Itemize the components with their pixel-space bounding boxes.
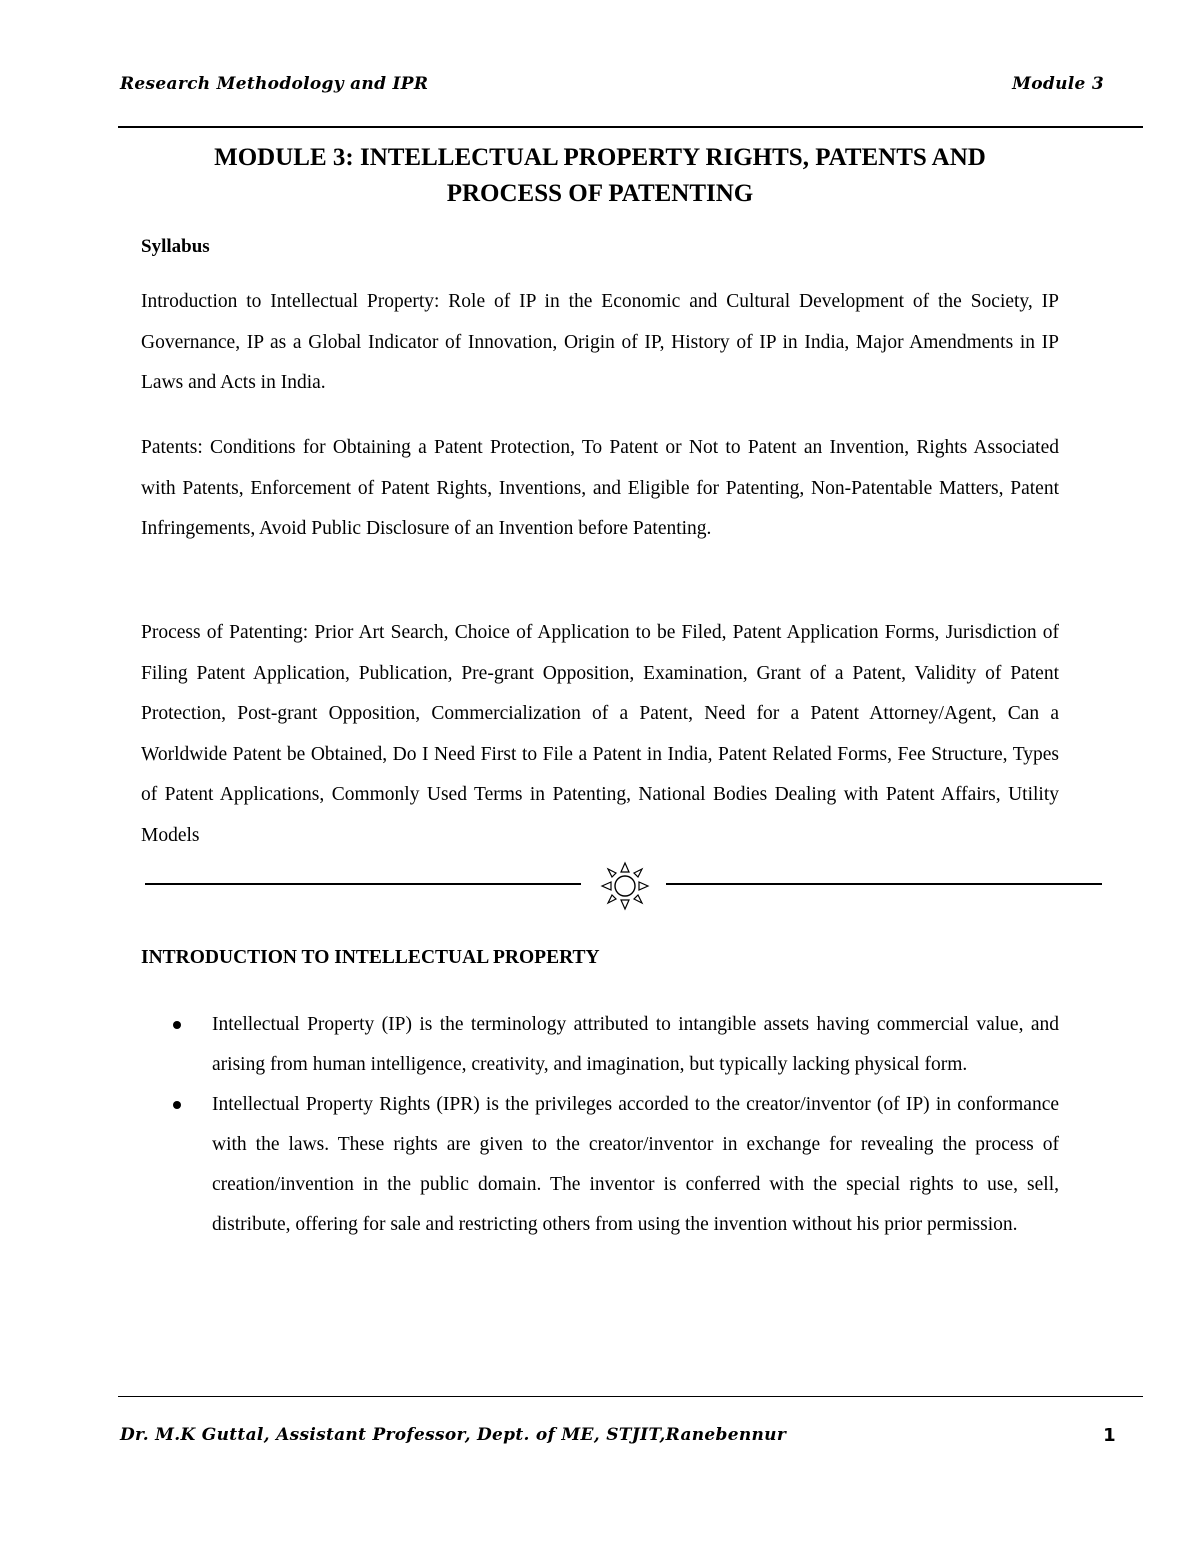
footer-author: Dr. M.K Guttal, Assistant Professor, Dept. of ME, STJIT,Ranebennur bbox=[120, 1425, 787, 1445]
sun-ornament-icon bbox=[599, 860, 651, 912]
list-item bbox=[212, 1085, 1059, 1245]
syllabus-paragraph-process: Process of Patenting: Prior Art Search, Choice of Application to be Filed, Patent Application Forms, Jurisdiction of Filing Patent Application, Publication, Pre-grant Opposition, Examination, Grant of a Patent, Validity of Patent Protection, Post-grant Opposition, Commercialization of a Patent, Need for a Patent Attorney/Agent, Can a Worldwide Patent be Obtained, Do I Need First to File a Patent in India, Patent Related Forms, Fee Structure, Types of Patent Applications, Commonly Used Terms in Patenting, National Bodies Dealing with Patent Affairs, Utility Models bbox=[141, 622, 1059, 846]
section-heading-introduction: INTRODUCTION TO INTELLECTUAL PROPERTY bbox=[141, 947, 600, 968]
list-item bbox=[212, 1005, 1059, 1085]
syllabus-heading: Syllabus bbox=[141, 236, 210, 257]
bullet-icon bbox=[173, 1101, 181, 1109]
bullet-text: Intellectual Property Rights (IPR) is the privileges accorded to the creator/inventor (of IP) in conformance with the laws. These rights are given to the creator/inventor in exchange for revealing the process of creation/invention in the public domain. The inventor is conferred with the special rights to use, sell, distribute, offering for sale and restricting others from using the invention without his prior permission. bbox=[212, 1094, 1059, 1235]
page-title bbox=[120, 140, 1080, 212]
page-title-line-2: PROCESS OF PATENTING bbox=[446, 180, 754, 207]
page-title-line-1: MODULE 3: INTELLECTUAL PROPERTY RIGHTS, PATENTS AND bbox=[214, 144, 986, 171]
ornament-divider-right bbox=[666, 883, 1102, 885]
syllabus-paragraph-patents: Patents: Conditions for Obtaining a Patent Protection, To Patent or Not to Patent an Invention, Rights Associated with Patents, Enforcement of Patent Rights, Inventions, and Eligible for Patenting, Non-Patentable Matters, Patent Infringements, Avoid Public Disclosure of an Invention before Patenting. bbox=[141, 437, 1059, 539]
bullet-icon bbox=[173, 1021, 181, 1029]
page-number: 1 bbox=[1103, 1425, 1116, 1446]
introduction-bullet-list bbox=[212, 1005, 1059, 1245]
bullet-text: Intellectual Property (IP) is the terminology attributed to intangible assets having commercial value, and arising from human intelligence, creativity, and imagination, but typically lacking physical form. bbox=[212, 1014, 1059, 1075]
ornament-divider-left bbox=[145, 883, 581, 885]
page-footer bbox=[120, 1425, 1116, 1445]
footer-divider bbox=[118, 1396, 1143, 1397]
header-divider bbox=[118, 126, 1143, 128]
header-course-title: Research Methodology and IPR bbox=[120, 74, 429, 94]
header-module-label: Module 3 bbox=[1012, 74, 1104, 94]
syllabus-paragraph-introduction: Introduction to Intellectual Property: Role of IP in the Economic and Cultural Development of the Society, IP Governance, IP as a Global Indicator of Innovation, Origin of IP, History of IP in India, Major Amendments in IP Laws and Acts in India. bbox=[141, 291, 1059, 393]
